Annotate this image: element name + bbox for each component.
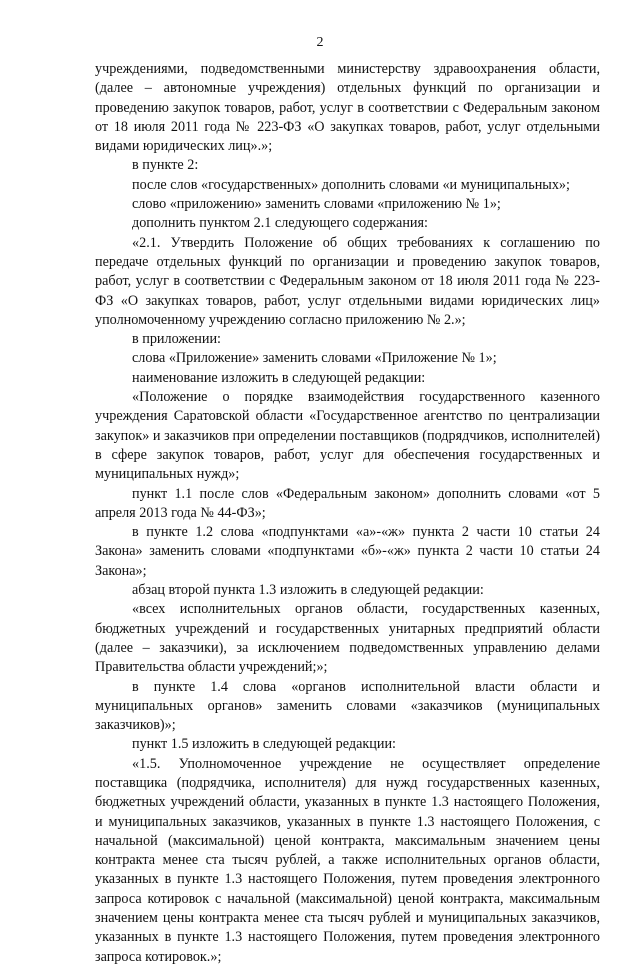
paragraph: после слов «государственных» дополнить словами «и муниципальных»; <box>132 176 570 193</box>
paragraph: «всех исполнительных органов области, государственных казенных, бюджетных учреждений и государственных унитарных предприятий области (далее – заказчики), за исключением подведомственных управлению делами Правительства области учреждений;»; <box>95 601 600 676</box>
paragraph: в приложении: <box>132 331 221 348</box>
paragraph: пункт 1.5 изложить в следующей редакции: <box>132 736 396 753</box>
paragraph: «Положение о порядке взаимодействия государственного казенного учреждения Саратовской области «Государственное агентство по централизации закупок» и заказчиков при определении поставщиков (подрядчиков, исполнителей) в сфере закупок товаров, работ, услуг для обеспечения государственных и муниципальных нужд»; <box>95 389 600 483</box>
paragraph: учреждениями, подведомственными министерству здравоохранения области, (далее – автономные учреждения) отдельных функций по организации и проведению закупок товаров, работ, услуг в соответствии с Федеральным законом от 18 июля 2011 года № 223-ФЗ «О закупках товаров, работ, услуг отдельными видами юридических лиц».»; <box>95 61 600 155</box>
paragraph: в пункте 1.4 слова «органов исполнительной власти области и муниципальных органов» заменить словами «заказчиков (муниципальных заказчиков)»; <box>95 678 600 734</box>
paragraph: наименование изложить в следующей редакции: <box>132 369 426 386</box>
document-body <box>95 60 600 967</box>
paragraph: «2.1. Утвердить Положение об общих требованиях к соглашению по передаче отдельных функций по организации и проведению закупок товаров, работ, услуг в соответствии с Федеральным законом от 18 июля 2011 года № 223-ФЗ «О закупках товаров, работ, услуг отдельными видами юридических лиц» уполномоченному учреждению согласно приложению № 2.»; <box>95 234 600 328</box>
paragraph: абзац второй пункта 1.3 изложить в следующей редакции: <box>132 582 484 599</box>
paragraph: в пункте 2: <box>132 157 199 174</box>
paragraph: пункт 1.1 после слов «Федеральным законом» дополнить словами «от 5 апреля 2013 года № 44-ФЗ»; <box>95 485 600 521</box>
page-number: 2 <box>316 35 324 50</box>
paragraph: дополнить пунктом 2.1 следующего содержания: <box>132 215 428 232</box>
paragraph: в пункте 1.2 слова «подпунктами «а»-«ж» пункта 2 части 10 статьи 24 Закона» заменить словами «подпунктами «б»-«ж» пункта 2 части 10 статьи 24 Закона»; <box>95 524 600 579</box>
paragraph: слова «Приложение» заменить словами «Приложение № 1»; <box>132 350 497 367</box>
paragraph: слово «приложению» заменить словами «приложению № 1»; <box>132 196 501 213</box>
paragraph: «1.5. Уполномоченное учреждение не осуществляет определение поставщика (подрядчика, исполнителя) для нужд государственных казенных, бюджетных учреждений области, указанных в пункте 1.3 настоящего Положения, и муниципальных заказчиков, указанных в пункте 1.3 настоящего Положения, с начальной (максимальной) ценой контракта, максимальным значением цены контракта менее ста тысяч рублей, а также исполнительных органов области, указанных в пункте 1.3 настоящего Положения, путем проведения электронного запроса котировок с начальной (максимальной) ценой контракта, максимальным значением цены контракта менее ста тысяч рублей и муниципальных заказчиков, указанных в пункте 1.3 настоящего Положения, путем проведения электронного запроса котировок.»; <box>95 755 600 965</box>
